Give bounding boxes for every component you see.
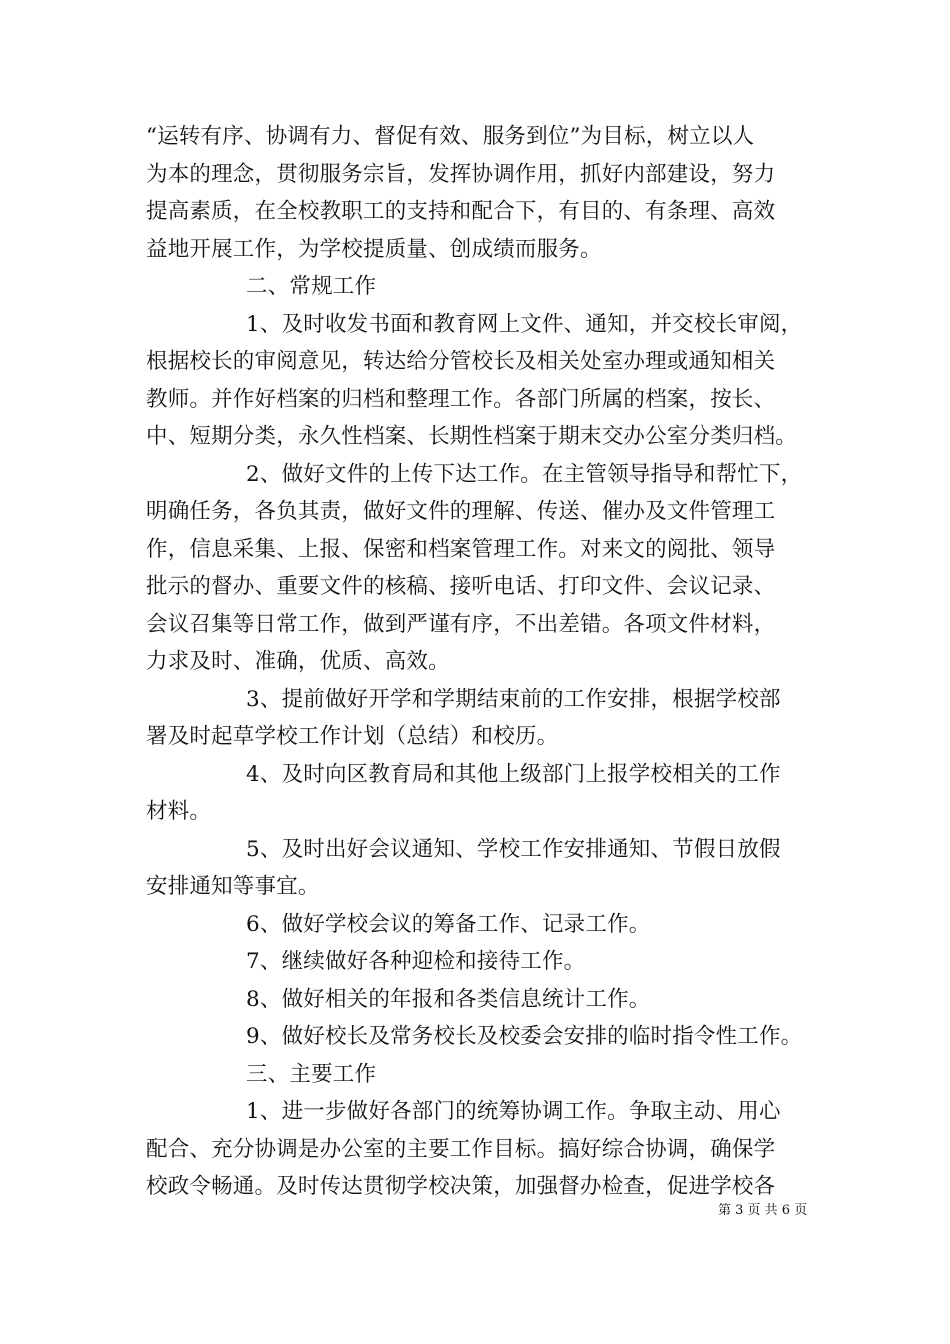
section-heading: 二、常规工作: [246, 274, 377, 299]
page-number-footer: 第 3 页 共 6 页: [718, 1203, 808, 1218]
text-line: 根据校长的审阅意见，转达给分管校长及相关处室办理或通知相关: [146, 349, 776, 374]
text-line: 为本的理念，贯彻服务宗旨，发挥协调作用，抓好内部建设，努力: [146, 161, 776, 187]
text-line: 会议召集等日常工作，做到严谨有序，不出差错。各项文件材料，: [146, 611, 776, 637]
text-line: 7、继续做好各种迎检和接待工作。: [246, 949, 586, 974]
text-line: 1、进一步做好各部门的统筹协调工作。争取主动、用心: [246, 1099, 781, 1124]
document-body: [146, 118, 810, 1206]
text-line: 3、提前做好开学和学期结束前的工作安排，根据学校部: [246, 686, 781, 712]
text-line: 提高素质，在全校教职工的支持和配合下，有目的、有条理、高效: [146, 199, 776, 224]
text-line: 安排通知等事宜。: [146, 874, 320, 899]
section-heading: 三、主要工作: [246, 1061, 377, 1087]
text-line: 9、做好校长及常务校长及校委会安排的临时指令性工作。: [246, 1024, 803, 1049]
text-line: 配合、充分协调是办公室的主要工作目标。搞好综合协调，确保学: [146, 1136, 776, 1162]
text-line: 材料。: [146, 799, 212, 824]
text-line: 中、短期分类，永久性档案、长期性档案于期末交办公室分类归档。: [146, 424, 798, 449]
text-line: “运转有序、协调有力、督促有效、服务到位”为目标，树立以人: [146, 124, 755, 149]
text-line: 8、做好相关的年报和各类信息统计工作。: [246, 986, 651, 1012]
text-line: 力求及时、准确，优质、高效。: [146, 649, 450, 674]
text-line: 明确任务，各负其责，做好文件的理解、传送、催办及文件管理工: [146, 499, 776, 524]
text-line: 署及时起草学校工作计划（总结）和校历。: [146, 724, 559, 749]
text-line: 1、及时收发书面和教育网上文件、通知，并交校长审阅，: [246, 311, 803, 337]
text-line: 作，信息采集、上报、保密和档案管理工作。对来文的阅批、领导: [146, 536, 776, 562]
text-line: 批示的督办、重要文件的核稿、接听电话、打印文件、会议记录、: [146, 574, 776, 599]
text-line: 2、做好文件的上传下达工作。在主管领导指导和帮忙下，: [246, 461, 803, 487]
text-line: 6、做好学校会议的筹备工作、记录工作。: [246, 911, 651, 937]
text-line: 5、及时出好会议通知、学校工作安排通知、节假日放假: [246, 836, 781, 862]
text-line: 4、及时向区教育局和其他上级部门上报学校相关的工作: [246, 761, 781, 787]
text-line: 校政令畅通。及时传达贯彻学校决策，加强督办检查，促进学校各: [146, 1174, 776, 1199]
text-line: 益地开展工作，为学校提质量、创成绩而服务。: [146, 236, 602, 262]
text-line: 教师。并作好档案的归档和整理工作。各部门所属的档案，按长、: [146, 386, 776, 412]
